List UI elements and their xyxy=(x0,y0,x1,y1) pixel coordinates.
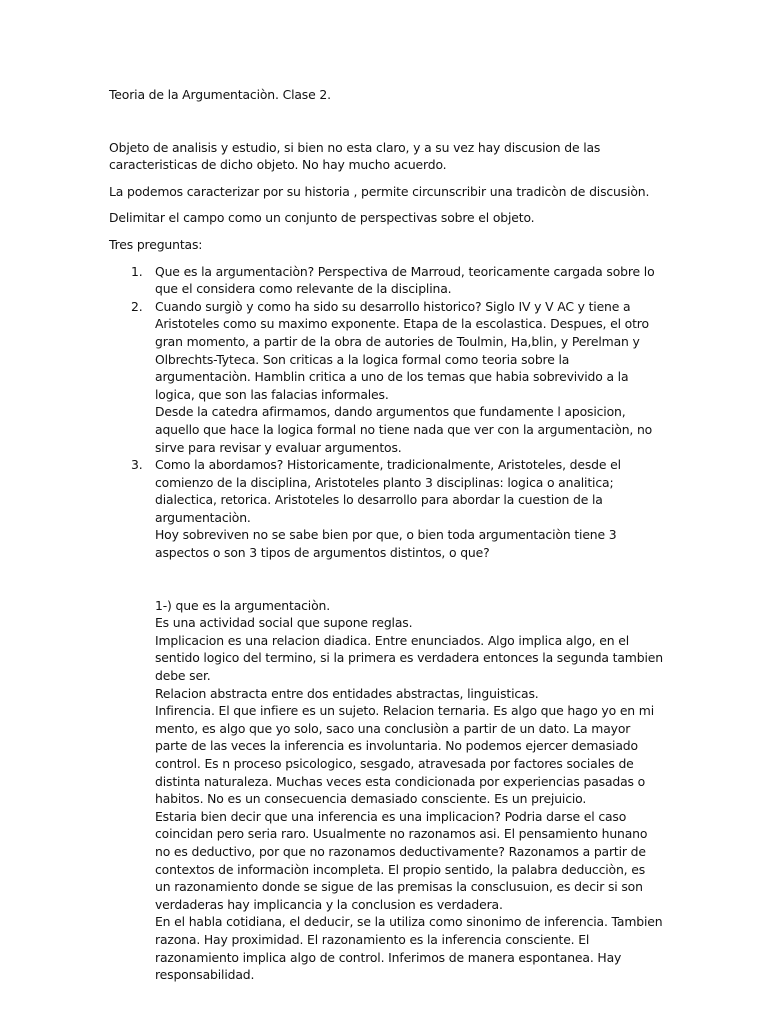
list-item-number: 3. xyxy=(131,457,143,473)
paragraph-object: Objeto de analisis y estudio, si bien no esta claro, y a su vez hay discusion de las caracteristicas de dicho objeto. No hay mucho acuerdo. xyxy=(109,139,601,173)
paragraph-field: Delimitar el campo como un conjunto de perspectivas sobre el objeto. xyxy=(109,210,535,226)
list-item-text: Hoy sobreviven no se sabe bien por que, o bien toda argumentaciòn tiene 3 aspectos o son 3 tipos de argumentos distintos, o que? xyxy=(155,527,617,561)
list-item xyxy=(109,263,664,298)
section-heading: 1-) que es la argumentaciòn. xyxy=(155,597,331,613)
section-line: Es una actividad social que supone reglas. xyxy=(155,615,413,631)
notes-section xyxy=(109,597,664,984)
section-line: Infirencia. El que infiere es un sujeto. Relacion ternaria. Es algo que hago yo en mi mento, es algo que yo solo, saco una conclusiòn a partir de un dato. La mayor parte de las veces la inferencia es involuntaria. No podemos ejercer demasiado control. Es n proceso psicologico, sesgado, atravesada por factores sociales de distinta naturaleza. Muchas veces esta condicionada por experiencias pasadas o habitos. No es un consecuencia demasiado consciente. Es un prejuicio. xyxy=(155,703,654,807)
list-item-text: Desde la catedra afirmamos, dando argumentos que fundamente l aposicion, aquello que hace la logica formal no tiene nada que ver con la argumentaciòn, no sirve para revisar y evaluar argumentos. xyxy=(155,404,653,455)
list-item-number: 1. xyxy=(131,263,143,279)
list-item-text: Cuando surgiò y como ha sido su desarrollo historico? Siglo IV y V AC y tiene a Aristoteles como su maximo exponente. Etapa de la escolastica. Despues, el otro gran momento, a partir de la obra de autories de Toulmin, Ha,blin, y Perelman y Olbrechts-Tyteca. Son criticas a la logica formal como teoria sobre la argumentaciòn. Hamblin critica a uno de los temas que habia sobrevivido a la logica, que son las falacias informales. xyxy=(155,298,649,402)
document-page xyxy=(109,86,664,984)
list-item xyxy=(109,456,664,562)
document-title: Teoria de la Argumentaciòn. Clase 2. xyxy=(109,87,331,102)
list-item-text: Como la abordamos? Historicamente, tradicionalmente, Aristoteles, desde el comienzo de la disciplina, Aristoteles planto 3 disciplinas: logica o analitica; dialectica, retorica. Aristoteles lo desarrollo para abordar la cuestion de la argumentaciòn. xyxy=(155,457,621,525)
section-line: Estaria bien decir que una inferencia es una implicacion? Podria darse el caso coincidan pero seria raro. Usualmente no razonamos asi. El pensamiento hunano no es deductivo, por que no razonamos deductivamente? Razonamos a partir de contextos de informaciòn incompleta. El propio sentido, la palabra deducciòn, es un razonamiento donde se sigue de las premisas la consclusuion, es decir si son verdaderas hay implicancia y la conclusion es verdadera. xyxy=(155,808,648,912)
paragraph-questions-heading: Tres preguntas: xyxy=(109,236,203,252)
paragraph-history: La podemos caracterizar por su historia , permite circunscribir una tradicòn de discusiòn. xyxy=(109,183,650,199)
section-line: Implicacion es una relacion diadica. Entre enunciados. Algo implica algo, en el sentido logico del termino, si la primera es verdadera entonces la segunda tambien debe ser. xyxy=(155,632,663,684)
list-item-text: Que es la argumentaciòn? Perspectiva de Marroud, teoricamente cargada sobre lo que el considera como relevante de la disciplina. xyxy=(155,263,655,297)
section-line: Relacion abstracta entre dos entidades abstractas, linguisticas. xyxy=(155,685,539,701)
section-line: En el habla cotidiana, el deducir, se la utiliza como sinonimo de inferencia. Tambien razona. Hay proximidad. El razonamiento es la inferencia consciente. El razonamiento implica algo de control. Inferimos de manera espontanea. Hay responsabilidad. xyxy=(155,914,663,983)
list-item-number: 2. xyxy=(131,298,143,314)
list-item xyxy=(109,298,664,456)
questions-list xyxy=(109,263,664,562)
